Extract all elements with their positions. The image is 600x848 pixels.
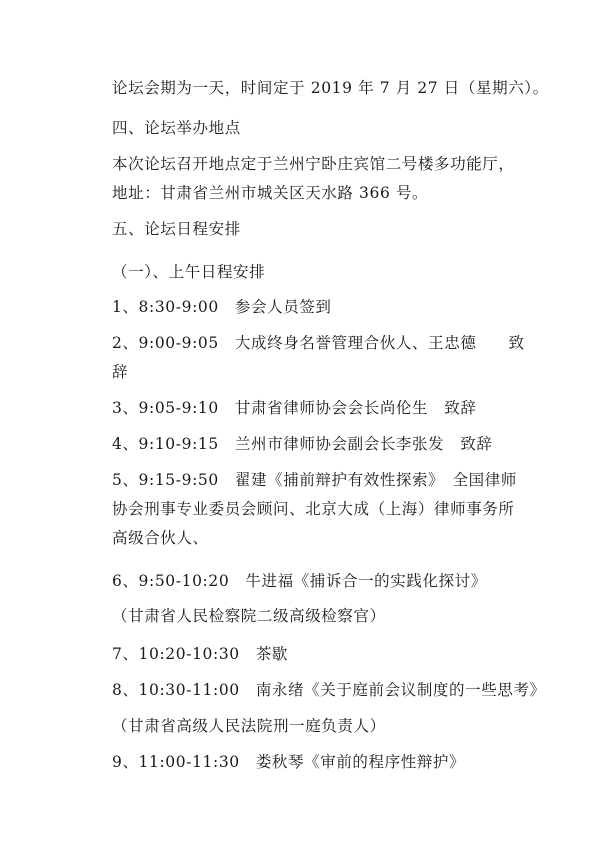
- schedule-item-1: 1、8:30-9:00 参会人员签到: [112, 298, 332, 316]
- schedule-item-4: 4、9:10-9:15 兰州市律师协会副会长李张发 致辞: [112, 435, 493, 453]
- schedule-item-3: 3、9:05-9:10 甘肃省律师协会会长尚伦生 致辞: [112, 399, 477, 417]
- schedule-item-6-affiliation: （甘肃省人民检察院二级高级检察官）: [112, 607, 386, 625]
- schedule-item-2: 2、9:00-9:05 大成终身名誉管理合伙人、王忠德 致: [112, 334, 525, 352]
- schedule-item-7: 7、10:20-10:30 茶歇: [112, 645, 289, 663]
- schedule-item-9: 9、11:00-11:30 娄秋琴《审前的程序性辩护》: [112, 753, 466, 771]
- schedule-item-5-cont: 协会刑事专业委员会顾问、北京大成（上海）律师事务所: [112, 500, 515, 518]
- schedule-item-5: 5、9:15-9:50 翟建《捕前辩护有效性探索》 全国律师: [112, 471, 517, 489]
- text-line-4: 地址：甘肃省兰州市城关区天水路 366 号。: [112, 184, 429, 202]
- text-line-3: 本次论坛召开地点定于兰州宁卧庄宾馆二号楼多功能厅，: [112, 155, 515, 173]
- schedule-item-2-cont: 辞: [112, 363, 129, 381]
- schedule-item-5-cont2: 高级合伙人、: [112, 529, 209, 547]
- schedule-item-8: 8、10:30-11:00 南永绪《关于庭前会议制度的一些思考》: [112, 681, 546, 699]
- text-line-1: 论坛会期为一天，时间定于 2019 年 7 月 27 日（星期六）。: [112, 79, 549, 97]
- schedule-item-8-affiliation: （甘肃省高级人民法院刑一庭负责人）: [112, 717, 386, 735]
- schedule-item-6: 6、9:50-10:20 牛进福《捕诉合一的实践化探讨》: [112, 572, 487, 590]
- section-heading-schedule: 五、论坛日程安排: [112, 220, 241, 238]
- section-heading-venue: 四、论坛举办地点: [112, 119, 241, 137]
- subsection-heading-morning: （一）、上午日程安排: [112, 263, 266, 281]
